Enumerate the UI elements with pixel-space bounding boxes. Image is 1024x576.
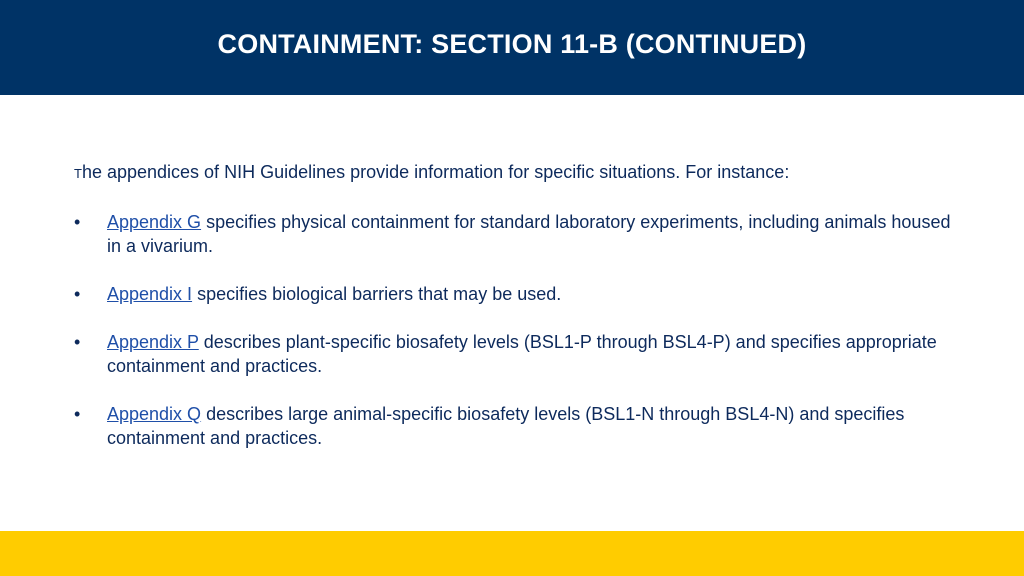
list-item	[74, 210, 954, 258]
list-item	[74, 330, 954, 378]
header-banner	[0, 0, 1024, 95]
intro-paragraph	[74, 160, 954, 186]
bullet-icon: •	[74, 404, 81, 424]
appendix-g-link[interactable]: Appendix G	[107, 212, 202, 232]
list-item-text: describes large animal-specific biosafety levels (BSL1-N through BSL4-N) and specifies containment and practices.	[107, 404, 905, 448]
appendix-list	[74, 210, 954, 450]
bullet-icon: •	[74, 284, 81, 304]
bullet-icon: •	[74, 332, 81, 352]
appendix-i-link[interactable]: Appendix I	[107, 284, 193, 304]
bullet-icon: •	[74, 212, 81, 232]
footer-accent-bar	[0, 531, 1024, 576]
list-item	[74, 402, 954, 450]
list-item	[74, 282, 954, 306]
list-item-text: specifies physical containment for standard laboratory experiments, including animals housed in a vivarium.	[107, 212, 951, 256]
appendix-q-link[interactable]: Appendix Q	[107, 404, 202, 424]
intro-text: he appendices of NIH Guidelines provide information for specific situations. For instance:	[81, 162, 790, 182]
intro-first-letter: T	[74, 166, 82, 181]
appendix-p-link[interactable]: Appendix P	[107, 332, 199, 352]
list-item-text: describes plant-specific biosafety levels (BSL1-P through BSL4-P) and specifies appropriate containment and practices.	[107, 332, 937, 376]
slide-title: CONTAINMENT: SECTION 11-B (CONTINUED)	[217, 29, 807, 59]
slide-body	[74, 160, 954, 474]
list-item-text: specifies biological barriers that may be used.	[192, 284, 562, 304]
